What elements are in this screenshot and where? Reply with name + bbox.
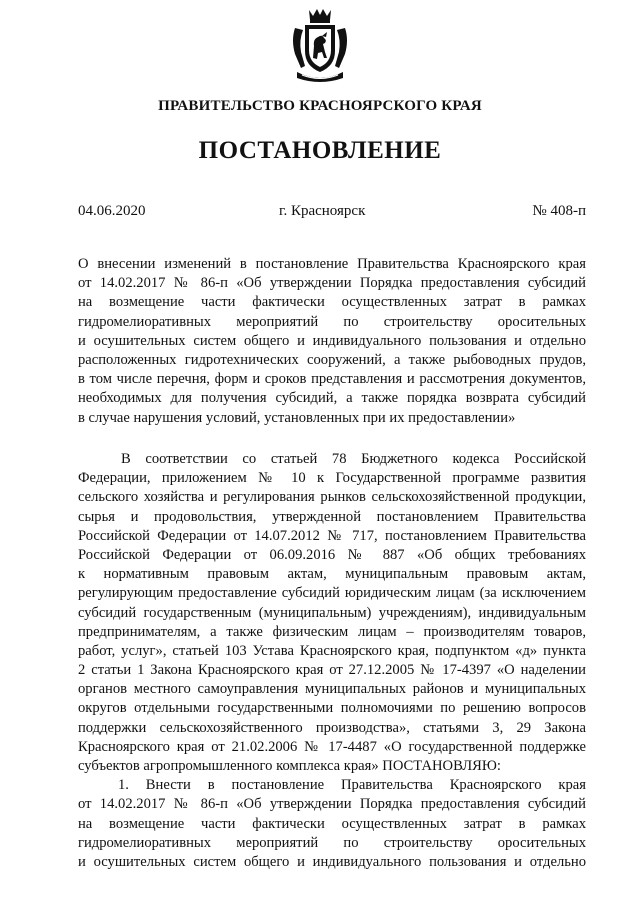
body-line: к нормативным правовым актам, муниципальным правовым актам, xyxy=(78,566,586,583)
body-line: 1. Внести в постановление Правительства Красноярского края xyxy=(118,777,586,794)
body-line: на возмещение части фактически осуществленных затрат в рамках xyxy=(78,815,586,832)
body-line: гидромелиоративных мероприятий по строительству оросительных xyxy=(78,834,586,851)
body-line: сырья и продовольствия, утвержденной постановлением Правительства xyxy=(78,508,586,525)
document-number: № 408-п xyxy=(532,203,586,219)
document-date: 04.06.2020 xyxy=(78,203,146,219)
body-line: Российской Федерации от 06.09.2016 № 887 «Об общих требованиях xyxy=(78,546,586,563)
body-line: от 14.02.2017 № 86-п «Об утверждении Порядка предоставления субсидий xyxy=(78,796,586,813)
body-line: Красноярского края от 21.02.2006 № 17-4487 «О государственной поддержке xyxy=(78,738,586,755)
body-line: органов местного самоуправления муниципальных районов и муниципальных xyxy=(78,681,586,698)
document-body xyxy=(78,450,586,872)
body-line: поддержки сельскохозяйственного производства», статьями 3, 29 Закона xyxy=(78,719,586,736)
body-line: субъектов агропромышленного комплекса края» ПОСТАНОВЛЯЮ: xyxy=(78,758,501,774)
body-line: работ, услуг», статьей 103 Устава Красноярского края, подпунктом «д» пункта xyxy=(78,642,586,659)
body-line: округов отдельными государственными полномочиями по решению вопросов xyxy=(78,700,586,717)
subject-line: О внесении изменений в постановление Правительства Красноярского края xyxy=(78,256,586,272)
body-line: регулирующим предоставление субсидий юридическим лицам (за исключением xyxy=(78,585,586,602)
body-line: Федерации, приложением № 10 к Государственной программе развития xyxy=(78,470,586,487)
subject-line: в случае нарушения условий, установленных при их предоставлении» xyxy=(78,409,516,426)
body-line: предпринимателям, а также физическим лицам – производителям товаров, xyxy=(78,623,586,640)
coat-of-arms-icon xyxy=(289,6,351,86)
subject-line: в том числе перечня, форм и сроков представления и рассмотрения документов, xyxy=(78,371,586,388)
document-city: г. Красноярск xyxy=(279,203,366,219)
subject-line: гидромелиоративных мероприятий по строительству оросительных xyxy=(78,313,586,330)
subject-line: на возмещение части фактически осуществленных затрат в рамках xyxy=(78,294,586,311)
subject-line: и осушительных систем общего и индивидуального пользования и отдельно xyxy=(78,332,586,349)
subject-line: расположенных гидротехнических сооружений, а также рыбоводных прудов, xyxy=(78,351,586,368)
body-line: В соответствии со статьей 78 Бюджетного кодекса Российской xyxy=(121,451,586,467)
document-subject xyxy=(78,255,586,428)
subject-line: от 14.02.2017 № 86-п «Об утверждении Порядка предоставления субсидий xyxy=(78,275,586,292)
body-line: Российской Федерации от 14.07.2012 № 717, постановлением Правительства xyxy=(78,527,586,544)
body-line: 2 статьи 1 Закона Красноярского края от 27.12.2005 № 17-4397 «О наделении xyxy=(78,662,586,679)
body-line: субсидий государственным (муниципальным) учреждениям), индивидуальным xyxy=(78,604,586,621)
body-line: и осушительных систем общего и индивидуального пользования и отдельно xyxy=(78,853,586,870)
body-line: сельского хозяйства и регулирования рынков сельскохозяйственной продукции, xyxy=(78,489,586,506)
subject-line: необходимых для получения субсидий, а также порядка возврата субсидий xyxy=(78,390,586,407)
document-type: ПОСТАНОВЛЕНИЕ xyxy=(198,137,442,164)
government-name: ПРАВИТЕЛЬСТВО КРАСНОЯРСКОГО КРАЯ xyxy=(158,98,482,114)
